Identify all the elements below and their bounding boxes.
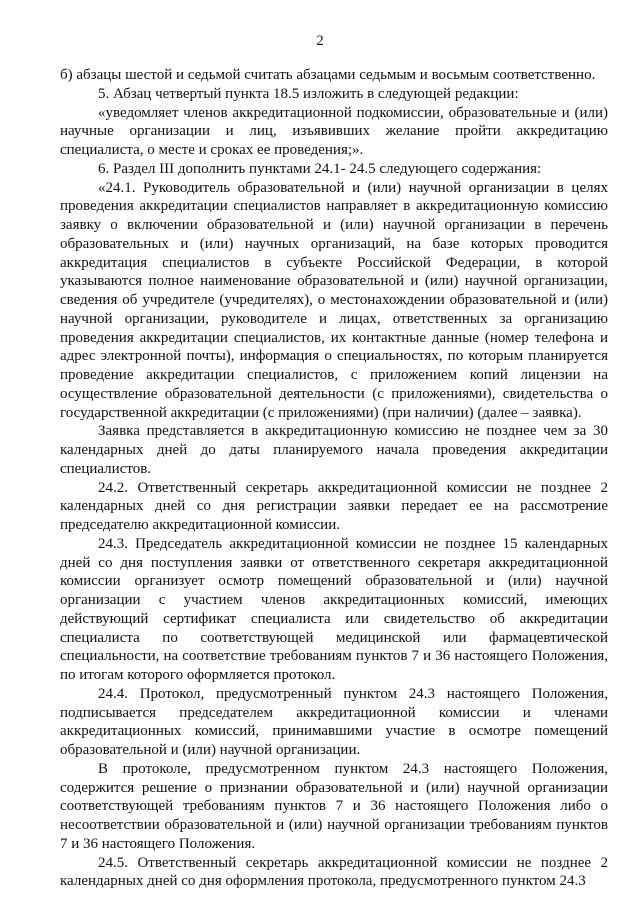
paragraph-24-3: 24.3. Председатель аккредитационной комиссии не позднее 15 календарных дней со дня поступления заявки от ответственного секретаря аккредитационной комиссии организует осмотр помещений образовательной и (или) научной организации с участием членов аккредитационных комиссий, имеющих действующий сертификат специалиста или свидетельство об аккредитации специалиста по соответствующей медицинской или фармацевтической специальности, на соответствие требованиям пунктов 7 и 36 настоящего Положения, по итогам которого оформляется протокол.: [60, 535, 608, 683]
paragraph-24-2: 24.2. Ответственный секретарь аккредитационной комиссии не позднее 2 календарных дней со дня регистрации заявки передает ее на рассмотрение председателю аккредитационной комиссии.: [60, 479, 608, 533]
paragraph-item-6: 6. Раздел III дополнить пунктами 24.1- 24.5 следующего содержания:: [98, 160, 542, 177]
document-body: [60, 66, 608, 891]
paragraph-24-4: 24.4. Протокол, предусмотренный пунктом 24.3 настоящего Положения, подписывается председателем аккредитационной комиссии и членами аккредитационных комиссий, принимавшими участие в осмотре помещений образовательной и (или) научной организации.: [60, 685, 608, 758]
paragraph-item-5-quote: «уведомляет членов аккредитационной подкомиссии, образовательные и (или) научные организации и лиц, изъявивших желание пройти аккредитацию специалиста, о месте и сроках ее проведения;».: [60, 104, 608, 158]
paragraph-item-5: 5. Абзац четвертый пункта 18.5 изложить в следующей редакции:: [98, 85, 519, 102]
paragraph-24-5: 24.5. Ответственный секретарь аккредитационной комиссии не позднее 2 календарных дней со дня оформления протокола, предусмотренного пунктом 24.3: [60, 854, 608, 890]
paragraph-24-1-application-deadline: Заявка представляется в аккредитационную комиссию не позднее чем за 30 календарных дней до даты планируемого начала проведения аккредитации специалистов.: [60, 423, 608, 477]
paragraph-24-4-decision: В протоколе, предусмотренном пунктом 24.3 настоящего Положения, содержится решение о признании образовательной и (или) научной организации соответствующей требованиям пунктов 7 и 36 настоящего Положения либо о несоответствии образовательной и (или) научной организации требованиям пунктов 7 и 36 настоящего Положения.: [60, 760, 608, 852]
page-number: 2: [316, 33, 324, 49]
paragraph-24-1: «24.1. Руководитель образовательной и (или) научной организации в целях проведения аккредитации специалистов направляет в аккредитационную комиссию заявку о включении образовательной и (или) научной организации в перечень образовательных и (или) научных организаций, на базе которых проводится аккредитация специалистов в субъекте Российской Федерации, в которой указываются полное наименование образовательной и (или) научной организации, сведения об учредителе (учредителях), о местонахождении образовательной и (или) научной организации, руководителе и лицах, ответственных за организацию проведения аккредитации специалистов, их контактные данные (номер телефона и адрес электронной почты), информация о специальностях, по которым планируется проведение аккредитации специалистов, с приложением копий лицензии на осуществление образовательной деятельности (с приложениями), свидетельства о государственной аккредитации (с приложениями) (при наличии) (далее – заявка).: [60, 179, 608, 421]
paragraph-item-b: б) абзацы шестой и седьмой считать абзацами седьмым и восьмым соответственно.: [60, 67, 596, 83]
